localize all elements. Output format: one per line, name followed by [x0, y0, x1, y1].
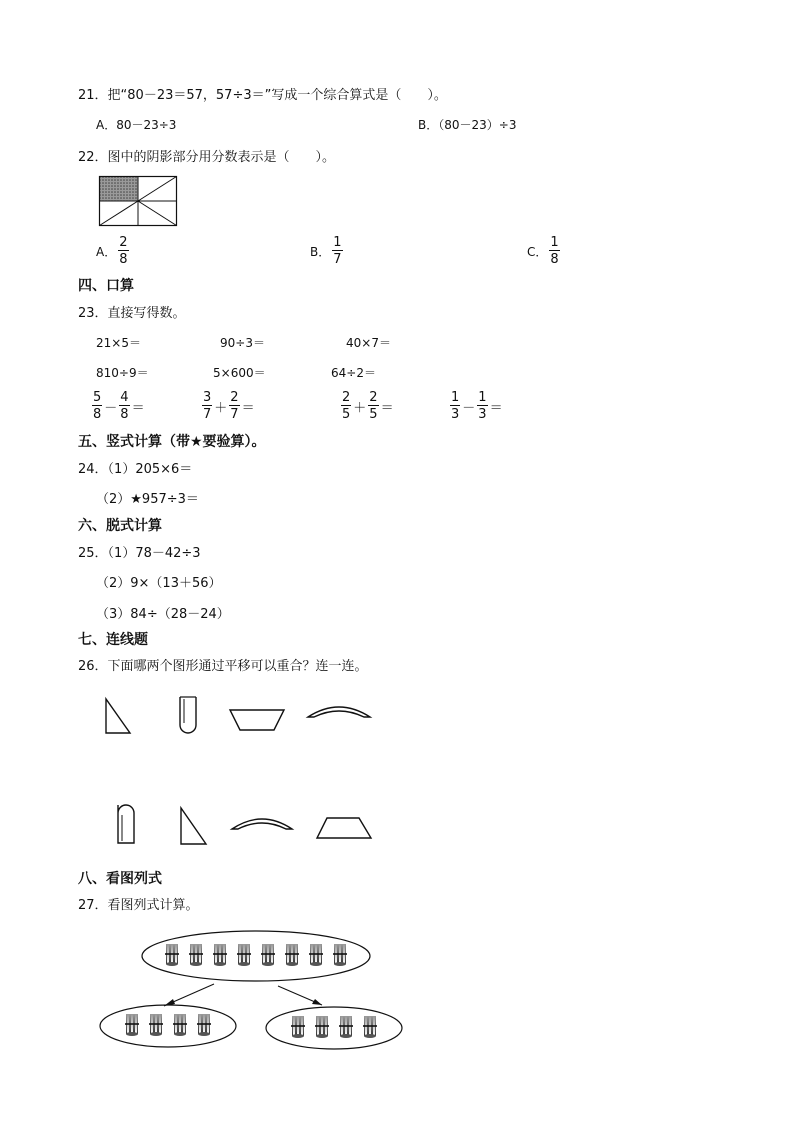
right-triangle-shape[interactable] — [178, 806, 208, 846]
stick-bundle-icon — [189, 944, 203, 966]
section-7-title: 七、连线题 — [78, 632, 148, 648]
stick-bundle-icon — [309, 944, 323, 966]
question-26: 26．下面哪两个图形通过平移可以重合？连一连。 — [78, 659, 368, 674]
fraction-calc-item: $\frac{1}{3}$ － $\frac{1}{3}$ ＝ — [451, 390, 503, 422]
stick-bundle-icon — [237, 944, 251, 966]
calc-item: 810÷9＝ — [96, 366, 149, 380]
arch-shape[interactable] — [306, 701, 372, 721]
u-tube-shape[interactable] — [114, 803, 138, 847]
stick-bundle-icon — [285, 944, 299, 966]
calc-item: 40×7＝ — [346, 336, 391, 350]
q25-item-3: （3）84÷（28－24） — [96, 607, 230, 622]
stick-bundle-icon — [213, 944, 227, 966]
arch-shape[interactable] — [230, 813, 294, 833]
right-triangle-shape[interactable] — [104, 697, 132, 735]
stick-bundle-icon — [149, 1014, 163, 1036]
section-4-title: 四、口算 — [78, 278, 134, 294]
q21-option-b[interactable]: B．（80－23）÷3 — [418, 118, 517, 132]
fraction-calc-item: $\frac{3}{7}$ ＋ $\frac{2}{7}$ ＝ — [203, 390, 255, 422]
question-25: 25．（1）78－42÷3 — [78, 546, 201, 561]
q22-option-a[interactable]: A． $\frac{2}{8}$ — [96, 235, 128, 267]
question-23: 23．直接写得数。 — [78, 306, 186, 321]
stick-bundle-icon — [291, 1016, 305, 1038]
calc-item: 5×600＝ — [213, 366, 266, 380]
stick-bundle-icon — [339, 1016, 353, 1038]
stick-bundle-icon — [173, 1014, 187, 1036]
calc-item: 21×5＝ — [96, 336, 141, 350]
fraction: $\frac{1}{7}$ — [333, 235, 342, 267]
fraction: $\frac{2}{8}$ — [119, 235, 128, 267]
q21-option-a[interactable]: A．80－23÷3 — [96, 118, 177, 132]
stick-bundle-icon — [261, 944, 275, 966]
stick-bundle-icon — [165, 944, 179, 966]
fraction: $\frac{1}{8}$ — [550, 235, 559, 267]
bundles-grouping-figure — [98, 928, 408, 1052]
trapezoid-shape[interactable] — [228, 706, 286, 732]
q24-item-2: （2）★957÷3＝ — [96, 492, 199, 507]
fraction-calc-item: $\frac{2}{5}$ ＋ $\frac{2}{5}$ ＝ — [342, 390, 394, 422]
stick-bundle-icon — [333, 944, 347, 966]
question-24: 24．（1）205×6＝ — [78, 462, 193, 477]
question-22: 22．图中的阴影部分用分数表示是（ ）。 — [78, 150, 336, 165]
stick-bundle-icon — [125, 1014, 139, 1036]
stick-bundle-icon — [315, 1016, 329, 1038]
q22-option-c[interactable]: C． $\frac{1}{8}$ — [527, 235, 559, 267]
question-27: 27．看图列式计算。 — [78, 898, 199, 913]
calc-item: 90÷3＝ — [220, 336, 265, 350]
stick-bundle-icon — [197, 1014, 211, 1036]
trapezoid-shape[interactable] — [315, 816, 373, 840]
fraction-calc-item: $\frac{5}{8}$ － $\frac{4}{8}$ ＝ — [93, 390, 145, 422]
calc-item: 64÷2＝ — [331, 366, 376, 380]
q22-option-b[interactable]: B． $\frac{1}{7}$ — [310, 235, 342, 267]
stick-bundle-icon — [363, 1016, 377, 1038]
section-6-title: 六、脱式计算 — [78, 518, 162, 534]
q25-item-2: （2）9×（13＋56） — [96, 576, 222, 591]
question-21: 21．把“80－23＝57，57÷3＝”写成一个综合算式是（ ）。 — [78, 88, 447, 103]
shaded-rectangle-figure — [99, 176, 177, 226]
section-5-title: 五、竖式计算（带★要验算）。 — [78, 434, 266, 450]
u-tube-shape[interactable] — [176, 695, 200, 737]
section-8-title: 八、看图列式 — [78, 871, 162, 887]
